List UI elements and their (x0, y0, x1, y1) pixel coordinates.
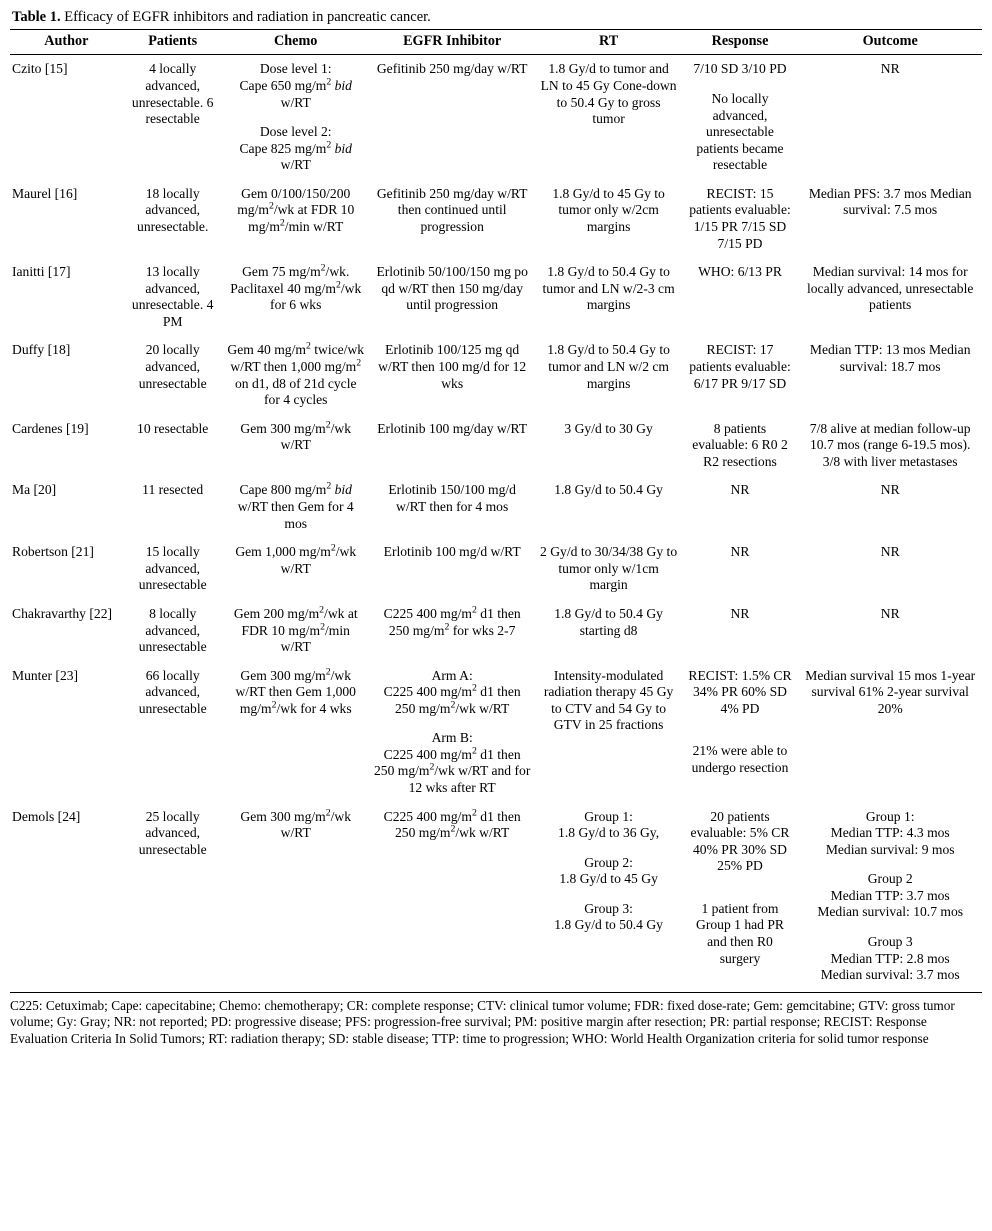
table-row (10, 415, 982, 477)
table-caption (12, 8, 982, 26)
cell-patients: 25 locally advanced, unresectable (138, 808, 207, 857)
cell-egfr (369, 662, 536, 803)
cell-rt: Intensity-modulated radiation therapy 45 Gy to CTV and 54 Gy to GTV in 25 fractions (543, 667, 674, 733)
egfr-line: C225 400 $mg/m^2$ d1 then 250 $mg/m^2/wk$ w/RT and for 12 wks after RT (373, 745, 531, 796)
cell-egfr: Erlotinib 100 mg/d w/RT (383, 544, 521, 560)
cell-author: Maurel [16] (12, 185, 78, 201)
table-bottom-rule (10, 990, 982, 993)
cell-patients: 15 locally advanced, unresectable (138, 544, 207, 593)
cell-response: RECIST: 15 patients evaluable: 1/15 PR 7/15 SD 7/15 PD (689, 185, 791, 251)
cell-author: Czito [15] (12, 61, 68, 77)
cell-response: RECIST: 17 patients evaluable: 6/17 PR 9/17 SD (689, 342, 791, 391)
cell-author: Munter [23] (12, 667, 79, 683)
cell-response (682, 803, 799, 990)
cell-rt: 1.8 Gy/d to 50.4 Gy to tumor and LN w/2-3 cm margins (542, 264, 675, 313)
outcome-line: Median survival: 10.7 mos (817, 904, 964, 920)
table-row (10, 803, 982, 990)
cell-outcome: Median survival 15 mos 1-year survival 61% 2-year survival 20% (805, 667, 976, 716)
cell-rt (536, 803, 682, 990)
spacer (686, 717, 795, 730)
cell-patients: 4 locally advanced, unresectable. 6 resectable (131, 61, 214, 127)
cell-response: WHO: 6/13 PR (698, 264, 782, 280)
cell-outcome: Median TTP: 13 mos Median survival: 18.7 mos (809, 342, 971, 375)
cell-egfr: Erlotinib 150/100 mg/d w/RT then for 4 mos (388, 482, 516, 515)
cell-outcome: Median PFS: 3.7 mos Median survival: 7.5 mos (808, 185, 972, 218)
spacer (686, 730, 795, 743)
table-row (10, 476, 982, 538)
cell-egfr: Erlotinib 100 mg/day w/RT (377, 420, 528, 436)
chemo-line: Dose level 2: (259, 124, 332, 140)
table-caption-label: Table 1. (12, 9, 61, 25)
cell-response: 8 patients evaluable: 6 R0 2 R2 resections (692, 420, 788, 469)
rt-line: Group 1: (584, 808, 633, 824)
outcome-line: Group 3 (867, 933, 913, 949)
cell-rt: 1.8 Gy/d to tumor and LN to 45 Gy Cone-down to 50.4 Gy to gross tumor (540, 61, 677, 127)
cell-chemo (223, 55, 369, 180)
table-header-row (10, 30, 982, 55)
spacer (686, 888, 795, 901)
cell-outcome: NR (880, 482, 900, 498)
outcome-line: Median TTP: 2.8 mos (830, 950, 950, 966)
cell-patients: 20 locally advanced, unresectable (138, 342, 207, 391)
cell-author: Demols [24] (12, 808, 81, 824)
cell-author: Ma [20] (12, 482, 57, 498)
cell-rt: 1.8 Gy/d to 50.4 Gy to tumor and LN w/2 cm margins (547, 342, 670, 391)
table-row (10, 336, 982, 414)
outcome-line: Median survival: 9 mos (825, 841, 955, 857)
egfr-line: Arm B: (431, 730, 473, 746)
cell-chemo: Gem 200 $mg/m^2/wk$ at FDR 10 $mg/m^2/\min$ w/RT (233, 604, 358, 655)
table-bottom-rule-row (10, 990, 982, 993)
cell-chemo: Gem 300 $mg/m^2/wk$ w/RT (240, 419, 352, 453)
column-header-rt: RT (598, 33, 619, 50)
chemo-line: Cape 825 $mg/m^2$ bid w/RT (239, 139, 352, 173)
cell-outcome: NR (880, 61, 900, 77)
rt-line: 1.8 Gy/d to 50.4 Gy (554, 917, 663, 933)
egfr-line: Arm A: (431, 667, 473, 683)
cell-outcome: 7/8 alive at median follow-up 10.7 mos (range 6-19.5 mos). 3/8 with liver metastases (809, 420, 971, 469)
cell-egfr: Gefitinib 250 mg/day w/RT (376, 61, 528, 77)
outcome-line: Median TTP: 3.7 mos (830, 887, 950, 903)
table-header (10, 30, 982, 55)
cell-outcome (798, 803, 982, 990)
spacer (373, 717, 532, 730)
table-row (10, 600, 982, 662)
cell-egfr: C225 400 $mg/m^2$ d1 then 250 $mg/m^2/wk$ w/RT (383, 807, 521, 841)
cell-patients: 11 resected (142, 482, 204, 498)
response-extra: No locally advanced, unresectable patients became resectable (696, 90, 784, 173)
column-header-egfr-inhibitor: EGFR Inhibitor (403, 33, 502, 50)
spacer (540, 888, 678, 901)
table-footnote: C225: Cetuximab; Cape: capecitabine; Chemo: chemotherapy; CR: complete response; CTV: clinical tumor volume; FDR: fixed dose-rate; Gem: gemcitabine; GTV: gross tumor volume; Gy: Gray; NR: not reported; PD: progressive disease; PFS: progression-free survival; PM: positive margin after resection; PR: partial response; RECIST: Response Evaluation Criteria In Solid Tumors; RT: radiation therapy; SD: stable disease; TTP: time to progression; WHO: World Health Organization criteria for solid tumor response (10, 997, 955, 1047)
column-header-patients: Patients (148, 33, 198, 50)
table-row (10, 662, 982, 803)
cell-patients: 10 resectable (137, 420, 209, 436)
cell-patients: 13 locally advanced, unresectable. 4 PM (131, 264, 214, 329)
spacer (686, 875, 795, 888)
outcome-line: Group 1: (865, 808, 915, 824)
spacer (802, 858, 978, 871)
cell-patients: 66 locally advanced, unresectable (138, 667, 207, 716)
cell-author: Ianitti [17] (12, 264, 71, 280)
cell-egfr: C225 400 $mg/m^2$ d1 then 250 $mg/m^2$ for wks 2-7 (383, 604, 521, 638)
cell-rt: 1.8 Gy/d to 50.4 Gy starting d8 (554, 605, 663, 638)
cell-outcome: NR (880, 544, 900, 560)
cell-rt: 2 Gy/d to 30/34/38 Gy to tumor only w/1cm margin (540, 544, 678, 593)
table-row (10, 180, 982, 258)
cell-rt: 3 Gy/d to 30 Gy (564, 420, 653, 436)
cell-chemo: Gem 75 $mg/m^2/wk$. Paclitaxel 40 $mg/m^2/wk$ for 6 wks (230, 262, 362, 313)
efficacy-table (10, 29, 982, 993)
cell-patients: 8 locally advanced, unresectable (138, 605, 207, 655)
response-extra: 21% were able to undergo resection (691, 743, 789, 775)
cell-outcome: Median survival: 14 mos for locally advanced, unresectable patients (806, 264, 974, 313)
table-body (10, 55, 982, 992)
cell-response: NR (730, 605, 750, 621)
cell-egfr: Gefitinib 250 mg/day w/RT then continued until progression (376, 185, 528, 234)
rt-line: 1.8 Gy/d to 45 Gy (559, 871, 658, 887)
egfr-line: C225 400 $mg/m^2$ d1 then 250 $mg/m^2/wk$ w/RT (383, 682, 521, 716)
cell-chemo: Cape 800 $mg/m^2$ bid w/RT then Gem for 4 mos (237, 480, 354, 531)
cell-rt: 1.8 Gy/d to 50.4 Gy (554, 482, 663, 498)
chemo-line: Dose level 1: (259, 61, 332, 77)
cell-author: Duffy [18] (12, 342, 71, 358)
spacer (227, 111, 365, 124)
response-extra: 1 patient from Group 1 had PR and then R0 surgery (696, 900, 784, 966)
column-header-outcome: Outcome (862, 33, 918, 50)
chemo-line: Cape 650 $mg/m^2$ bid w/RT (239, 76, 352, 110)
cell-response: NR (730, 482, 750, 498)
table-row (10, 538, 982, 600)
cell-author: Cardenes [19] (12, 420, 89, 436)
cell-response (682, 55, 799, 180)
cell-chemo: Gem 1,000 $mg/m^2/wk$ w/RT (235, 542, 357, 576)
outcome-line: Group 2 (867, 871, 913, 887)
response-main: RECIST: 1.5% CR 34% PR 60% SD 4% PD (688, 667, 792, 716)
rt-line: 1.8 Gy/d to 36 Gy, (558, 825, 660, 841)
outcome-line: Median TTP: 4.3 mos (830, 825, 950, 841)
response-main: 20 patients evaluable: 5% CR 40% PR 30% SD 25% PD (690, 808, 790, 874)
cell-chemo: Gem 40 $mg/m^2$ twice/wk w/RT then 1,000 $mg/m^2$ on d1, d8 of 21d cycle for 4 cycles (227, 340, 365, 408)
cell-response: NR (730, 544, 750, 560)
table-row (10, 55, 982, 180)
response-main: 7/10 SD 3/10 PD (693, 61, 787, 77)
table-row (10, 258, 982, 336)
rt-line: Group 2: (584, 854, 633, 870)
cell-response (682, 662, 799, 803)
cell-author: Chakravarthy [22] (12, 605, 113, 621)
table-caption-text: Efficacy of EGFR inhibitors and radiation in pancreatic cancer. (60, 9, 431, 25)
cell-outcome: NR (880, 605, 900, 621)
cell-author: Robertson [21] (12, 544, 94, 560)
column-header-author: Author (44, 33, 89, 50)
rt-line: Group 3: (584, 900, 633, 916)
cell-chemo: Gem 0/100/150/200 $mg/m^2/wk$ at FDR 10 $mg/m^2/\min$ w/RT (237, 185, 355, 234)
column-header-chemo: Chemo (274, 33, 318, 50)
cell-egfr: Erlotinib 100/125 mg qd w/RT then 100 mg/d for 12 wks (378, 342, 527, 391)
outcome-line: Median survival: 3.7 mos (820, 967, 960, 983)
cell-patients: 18 locally advanced, unresectable. (137, 185, 209, 234)
spacer (540, 842, 678, 855)
column-header-response: Response (711, 33, 769, 50)
cell-egfr: Erlotinib 50/100/150 mg po qd w/RT then 150 mg/day until progression (376, 264, 528, 313)
spacer (686, 78, 795, 91)
cell-chemo: Gem 300 $mg/m^2/wk$ w/RT (240, 807, 352, 841)
cell-rt: 1.8 Gy/d to 45 Gy to tumor only w/2cm margins (552, 185, 665, 234)
cell-chemo: Gem 300 $mg/m^2/wk$ w/RT then Gem 1,000 $mg/m^2/wk$ for 4 wks (235, 666, 356, 716)
spacer (802, 921, 978, 934)
